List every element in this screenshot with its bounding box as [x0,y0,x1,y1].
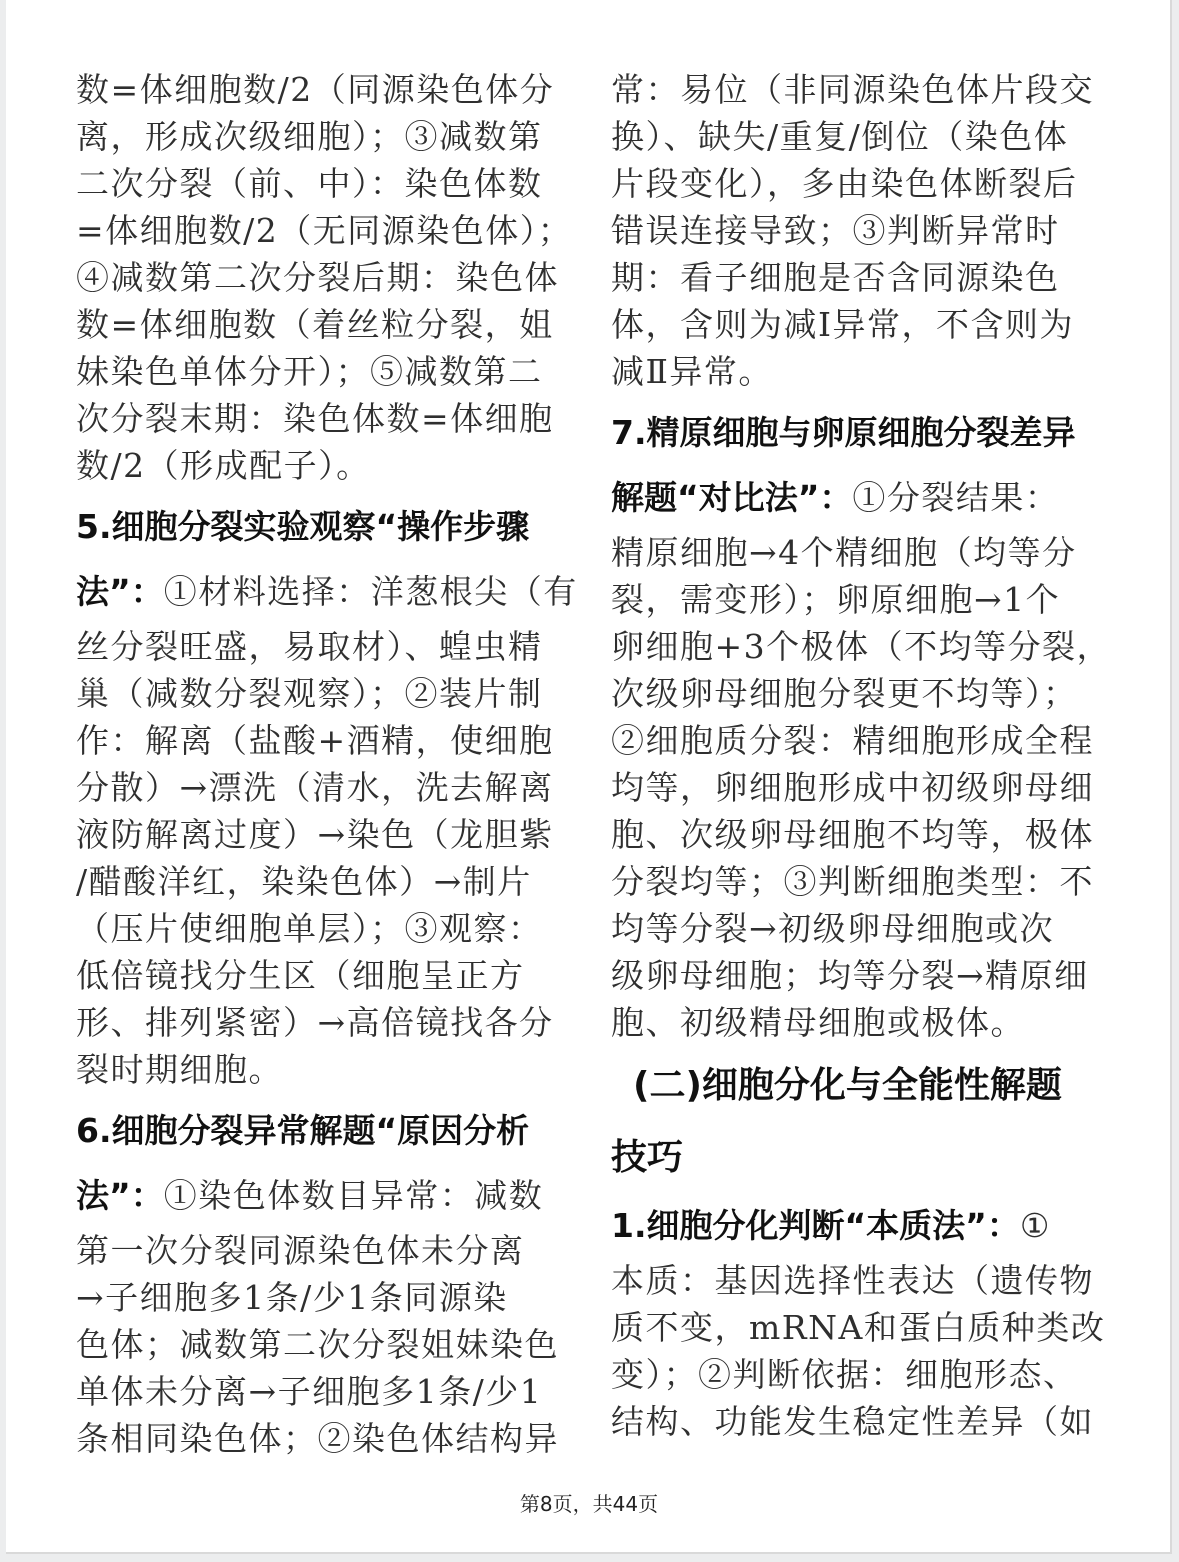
text-line: 换）、缺失/重复/倒位（染色体 [611,117,1069,156]
text-line: 错误连接导致；③判断异常时 [611,211,1060,250]
text-line: 条相同染色体；②染色体结构异 [76,1419,559,1458]
text-line: ②细胞质分裂：精细胞形成全程 [611,721,1094,760]
heading-5: 5.细胞分裂实验观察“操作步骤 [76,507,530,546]
heading-5-continuation [76,560,576,623]
text-line: 期：看子细胞是否含同源染色 [611,258,1060,297]
text-line: /醋酸洋红，染染色体）→制片 [76,862,532,901]
heading-6: 6.细胞分裂异常解题“原因分析 [76,1111,530,1150]
text-line: 离，形成次级细胞）；③减数第 [76,117,543,156]
text-line: 数/2（形成配子）。 [76,446,371,485]
heading-7: 7.精原细胞与卵原细胞分裂差异 [611,413,1076,452]
text-line: 丝分裂旺盛，易取材）、蝗虫精 [76,627,543,666]
text-line: =体细胞数/2（无同源染色体）； [76,211,573,250]
right-column [611,66,1111,1445]
text-line: 减Ⅱ异常。 [611,352,773,391]
paragraph-meiosis-stages [76,66,576,489]
heading-5-bold: 法”： [76,572,164,611]
text-line: 第一次分裂同源染色体未分离 [76,1231,525,1270]
text-line: 单体未分离→子细胞多1条/少1 [76,1372,543,1411]
text-line: 本质：基因选择性表达（遗传物 [611,1261,1094,1300]
text-line: 结构、功能发生稳定性差异（如 [611,1402,1094,1441]
text-line: 低倍镜找分生区（细胞呈正方 [76,956,525,995]
text-line: 常：易位（非同源染色体片段交 [611,70,1094,109]
text-line: （压片使细胞单层）；③观察： [76,909,543,948]
text-line: 形、排列紧密）→高倍镜找各分 [76,1003,554,1042]
text-line: 胞、初级精母细胞或极体。 [611,1003,1025,1042]
text-line: 液防解离过度）→染色（龙胆紫 [76,815,554,854]
heading-1-continuation [611,1194,1111,1257]
document-page [6,0,1172,1554]
paragraph-differentiation [611,1257,1111,1445]
text-line: 次分裂末期：染色体数=体细胞 [76,399,554,438]
section-title-continuation: 技巧 [611,1137,684,1178]
text-line: 片段变化），多由染色体断裂后 [611,164,1078,203]
heading-7-bold: 解题“对比法”： [611,478,853,517]
heading-6-continuation [76,1164,576,1227]
text-line: 巢（减数分裂观察）；②装片制 [76,674,543,713]
text-line: 裂时期细胞。 [76,1050,283,1089]
text-line: 妹染色单体分开）；⑤减数第二 [76,352,543,391]
heading-1-bold: 1.细胞分化判断“本质法”： [611,1206,1020,1245]
text-line: →子细胞多1条/少1条同源染 [76,1278,508,1317]
text-line: 次级卵母细胞分裂更不均等）； [611,674,1078,713]
text-line: 二次分裂（前、中）：染色体数 [76,164,543,203]
text-line: 均等分裂→初级卵母细胞或次 [611,909,1055,948]
heading-6-bold: 法”： [76,1176,164,1215]
section-title: (二)细胞分化与全能性解题 [633,1065,1062,1106]
text-line: ④减数第二次分裂后期：染色体 [76,258,559,297]
text-line: 分裂均等；③判断细胞类型：不 [611,862,1094,901]
text-line: 色体；减数第二次分裂姐妹染色 [76,1325,559,1364]
text-line: 作：解离（盐酸+酒精，使细胞 [76,721,554,760]
paragraph-experiment [76,623,576,1093]
text-line: 体，含则为减Ⅰ异常，不含则为 [611,305,1075,344]
left-column [76,66,576,1462]
heading-7-continuation [611,466,1111,529]
text-line: 卵细胞+3个极体（不均等分裂， [611,627,1112,666]
text-line: 均等，卵细胞形成中初级卵母细 [611,768,1094,807]
text-line: 数=体细胞数/2（同源染色体分 [76,70,555,109]
text-line: 分散）→漂洗（清水，洗去解离 [76,768,554,807]
text-line: 数=体细胞数（着丝粒分裂，姐 [76,305,554,344]
paragraph-spermatogonia-oogonia [611,529,1111,1046]
heading-5-text: ①材料选择：洋葱根尖（有 [163,572,578,611]
page-number-footer: 第8页，共44页 [519,1492,659,1516]
text-line: 胞、次级卵母细胞不均等，极体 [611,815,1094,854]
heading-6-text: ①染色体数目异常：减数 [163,1176,544,1215]
paragraph-abnormal-division [76,1227,576,1462]
text-line: 质不变，mRNA和蛋白质种类改 [611,1308,1106,1347]
heading-7-text: ①分裂结果： [852,478,1060,517]
text-line: 精原细胞→4个精细胞（均等分 [611,533,1077,572]
text-line: 裂，需变形）；卵原细胞→1个 [611,580,1061,619]
heading-1-text: ① [1019,1206,1051,1245]
paragraph-structure-abnormal [611,66,1111,395]
text-line: 级卵母细胞；均等分裂→精原细 [611,956,1089,995]
text-line: 变）；②判断依据：细胞形态、 [611,1355,1078,1394]
